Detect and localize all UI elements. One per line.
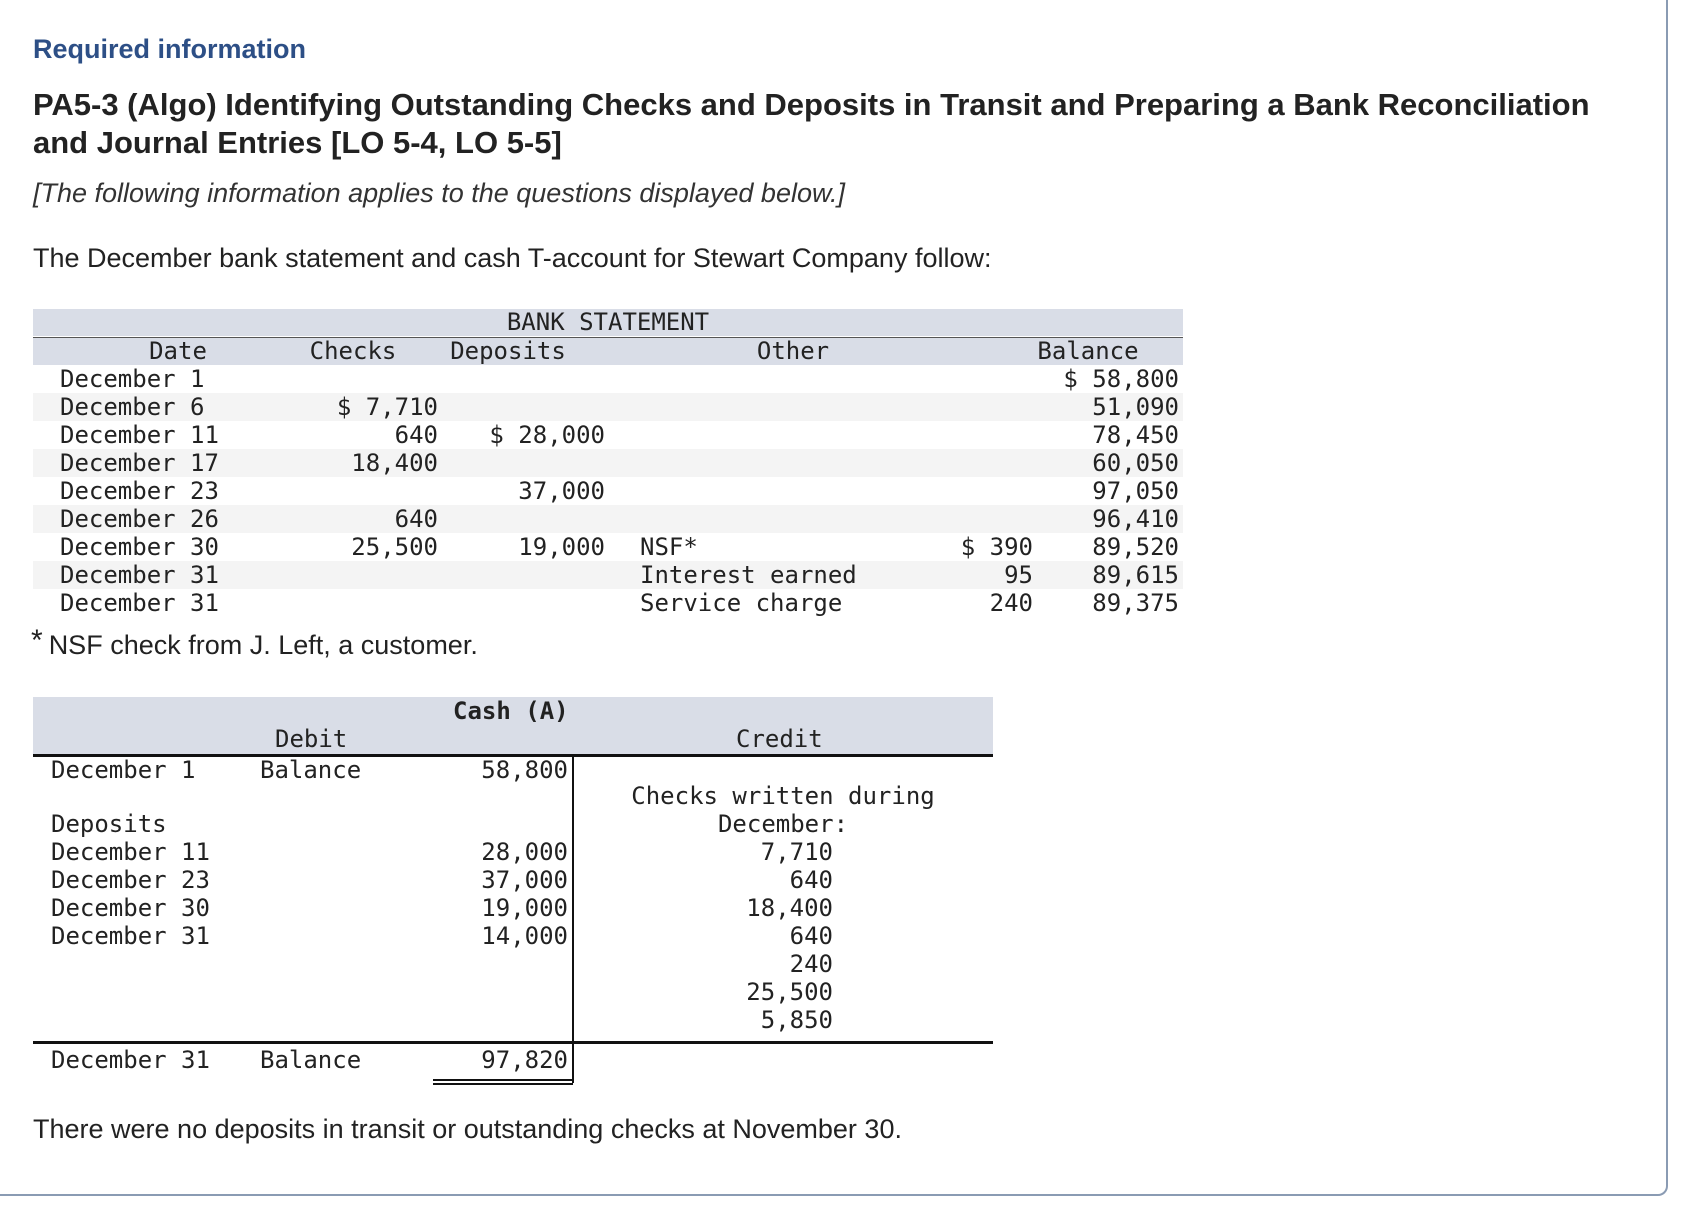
cell-checks: $ 7,710 bbox=[336, 393, 438, 421]
deposit-amount: 28,000 bbox=[481, 838, 568, 866]
required-information-label: Required information bbox=[33, 34, 307, 64]
cell-date: December 30 bbox=[60, 533, 219, 561]
cell-other-amount: $ 390 bbox=[960, 533, 1033, 561]
col-other-header: Other bbox=[756, 337, 830, 365]
opening-date: December 1 bbox=[51, 756, 196, 784]
col-checks-header: Checks bbox=[309, 337, 397, 365]
check-amount: 5,850 bbox=[760, 1006, 833, 1034]
debit-label: Debit bbox=[275, 725, 348, 753]
closing-amount: 97,820 bbox=[481, 1046, 568, 1074]
credit-heading-line-1: Checks written during bbox=[631, 782, 935, 810]
cell-date: December 17 bbox=[60, 449, 219, 477]
cell-date: December 31 bbox=[60, 561, 219, 589]
double-underline bbox=[433, 1083, 573, 1085]
cash-t-account bbox=[33, 697, 993, 1077]
cell-date: December 31 bbox=[60, 589, 219, 617]
check-amount: 640 bbox=[789, 922, 833, 950]
footnote-marker: * bbox=[31, 624, 43, 657]
cell-balance: 97,050 bbox=[1092, 477, 1179, 505]
cell-balance: 78,450 bbox=[1092, 421, 1179, 449]
deposit-amount: 14,000 bbox=[481, 922, 568, 950]
opening-amount: 58,800 bbox=[481, 756, 568, 784]
cell-deposits: 19,000 bbox=[518, 533, 605, 561]
col-deposits-header: Deposits bbox=[450, 337, 566, 365]
cell-checks: 640 bbox=[394, 505, 438, 533]
t-account-vertical-rule bbox=[572, 756, 574, 1083]
cash-account-title: Cash (A) bbox=[453, 697, 569, 725]
cell-deposits: $ 28,000 bbox=[489, 421, 605, 449]
col-date-header: Date bbox=[149, 337, 207, 365]
closing-note: There were no deposits in transit or outstanding checks at November 30. bbox=[33, 1114, 902, 1144]
cell-date: December 26 bbox=[60, 505, 219, 533]
deposit-amount: 19,000 bbox=[481, 894, 568, 922]
check-amount: 240 bbox=[789, 950, 833, 978]
footnote-text: NSF check from J. Left, a customer. bbox=[48, 630, 478, 660]
check-amount: 640 bbox=[789, 866, 833, 894]
cell-date: December 11 bbox=[60, 421, 219, 449]
cell-other-label: Service charge bbox=[640, 589, 843, 617]
cell-balance: 89,520 bbox=[1092, 533, 1179, 561]
check-amount: 18,400 bbox=[746, 894, 833, 922]
double-underline bbox=[433, 1079, 573, 1081]
intro-text: The December bank statement and cash T-account for Stewart Company follow: bbox=[33, 243, 992, 273]
cell-date: December 1 bbox=[60, 365, 205, 393]
cell-date: December 23 bbox=[60, 477, 219, 505]
cell-checks: 640 bbox=[394, 421, 438, 449]
cell-deposits: 37,000 bbox=[518, 477, 605, 505]
bank-statement-table bbox=[33, 309, 1183, 629]
cell-checks: 25,500 bbox=[351, 533, 438, 561]
bank-statement-title: BANK STATEMENT bbox=[506, 308, 710, 336]
cell-balance: 60,050 bbox=[1092, 449, 1179, 477]
closing-label: Balance bbox=[260, 1046, 362, 1074]
deposits-label: Deposits bbox=[51, 810, 167, 838]
opening-label: Balance bbox=[260, 756, 362, 784]
cell-balance: 51,090 bbox=[1092, 393, 1179, 421]
cell-other-label: NSF* bbox=[640, 533, 698, 561]
cell-other-label: Interest earned bbox=[640, 561, 857, 589]
check-amount: 7,710 bbox=[760, 838, 833, 866]
deposit-amount: 37,000 bbox=[481, 866, 568, 894]
cell-other-amount: 95 bbox=[1004, 561, 1033, 589]
cell-balance: 96,410 bbox=[1092, 505, 1179, 533]
col-balance-header: Balance bbox=[1037, 337, 1139, 365]
closing-date: December 31 bbox=[51, 1046, 210, 1074]
cell-other-amount: 240 bbox=[989, 589, 1033, 617]
deposit-date: December 30 bbox=[51, 894, 210, 922]
credit-heading-line-2: December: bbox=[717, 810, 849, 838]
applies-note: [The following information applies to the questions displayed below.] bbox=[33, 178, 845, 208]
t-account-bottom-rule bbox=[33, 1041, 993, 1044]
credit-label: Credit bbox=[736, 725, 823, 753]
deposit-date: December 23 bbox=[51, 866, 210, 894]
cell-date: December 6 bbox=[60, 393, 205, 421]
check-amount: 25,500 bbox=[746, 978, 833, 1006]
footnote bbox=[31, 624, 478, 662]
cell-balance: $ 58,800 bbox=[1063, 365, 1179, 393]
cell-balance: 89,375 bbox=[1092, 589, 1179, 617]
problem-title: PA5-3 (Algo) Identifying Outstanding Checks and Deposits in Transit and Preparing a Bank Reconciliation and Journal Entries [LO 5-4, LO 5-5] bbox=[33, 87, 1590, 160]
deposit-date: December 11 bbox=[51, 838, 210, 866]
cell-checks: 18,400 bbox=[351, 449, 438, 477]
deposit-date: December 31 bbox=[51, 922, 210, 950]
cell-balance: 89,615 bbox=[1092, 561, 1179, 589]
